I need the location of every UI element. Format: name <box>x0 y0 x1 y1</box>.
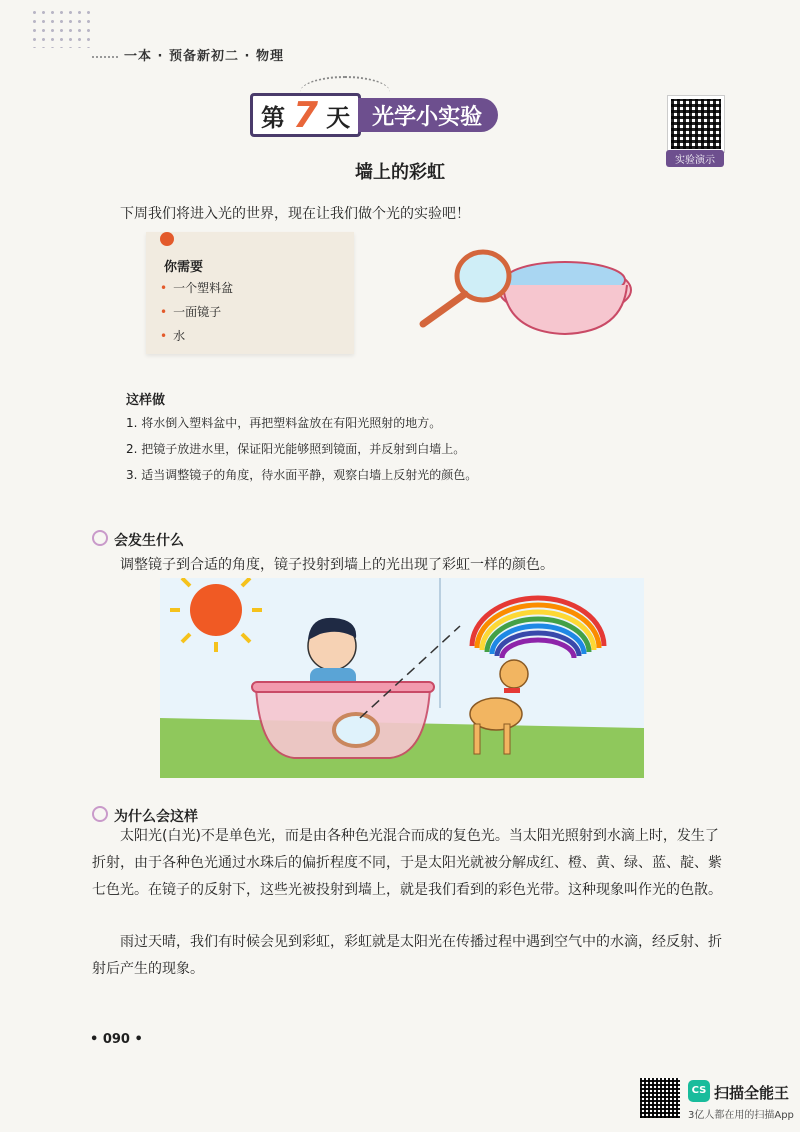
list-item: 3. 适当调整镜子的角度，待水面平静，观察白墙上反射光的颜色。 <box>126 468 478 482</box>
intro-text: 下周我们将进入光的世界，现在让我们做个光的实验吧！ <box>120 206 470 222</box>
decorative-dots <box>30 8 90 48</box>
materials-heading: 你需要 <box>164 260 204 275</box>
explanation-paragraph-1: 太阳光(白光)不是单色光，而是由各种色光混合而成的复色光。当太阳光照射到水滴上时，发生了折射，由于各种色光通过水珠后的偏折程度不同，于是太阳光就被分解成红、橙、黄、绿、蓝、靛、紫七色光。在镜子的反射下，这些光被投射到墙上，就是我们看到的彩色光带。这种现象叫作光的色散。 <box>92 828 722 898</box>
explanation-paragraph-2: 雨过天晴，我们有时候会见到彩虹，彩虹就是太阳光在传播过程中遇到空气中的水滴，经反射、折射后产生的现象。 <box>92 934 722 977</box>
day-banner <box>250 92 498 138</box>
pin-icon <box>160 232 174 246</box>
explanation-heading: 为什么会这样 <box>92 806 198 826</box>
day-label: 第 7 天 <box>250 93 361 137</box>
list-item: 2. 把镜子放进水里，保证阳光能够照到镜面，并反射到白墙上。 <box>126 442 466 456</box>
materials-card <box>146 232 354 354</box>
list-item: • 水 <box>160 324 233 348</box>
qr-code[interactable] <box>668 96 724 152</box>
materials-list <box>160 276 233 348</box>
mirror-basin-illustration <box>415 240 635 340</box>
day-topic: 光学小实验 <box>358 98 498 132</box>
qr-label: 实验演示 <box>666 150 724 167</box>
list-item: 1. 将水倒入塑料盆中，再把塑料盆放在有阳光照射的地方。 <box>126 416 442 430</box>
result-text: 调整镜子到合适的角度，镜子投射到墙上的光出现了彩虹一样的颜色。 <box>120 557 554 573</box>
section-icon <box>92 530 108 546</box>
result-heading: 会发生什么 <box>92 530 184 550</box>
basin <box>252 682 434 758</box>
scanner-qr-code <box>640 1078 680 1118</box>
series-header: 一本 · 预备新初二 · 物理 <box>92 45 284 64</box>
procedure-steps <box>126 410 477 488</box>
experiment-scene-illustration <box>160 578 644 778</box>
page-title: 墙上的彩虹 <box>355 162 445 183</box>
scanner-name: 扫描全能王 <box>714 1084 790 1102</box>
list-item: • 一面镜子 <box>160 300 233 324</box>
list-item: • 一个塑料盆 <box>160 276 233 300</box>
section-icon <box>92 806 108 822</box>
camscanner-logo-icon: CS <box>688 1080 710 1102</box>
page-number: • 090 • <box>90 1032 143 1047</box>
scanner-tagline: 3亿人都在用的扫描App <box>688 1110 794 1121</box>
procedure-heading: 这样做 <box>126 393 166 408</box>
boy-figure <box>308 618 356 692</box>
day-number: 7 <box>293 94 319 136</box>
